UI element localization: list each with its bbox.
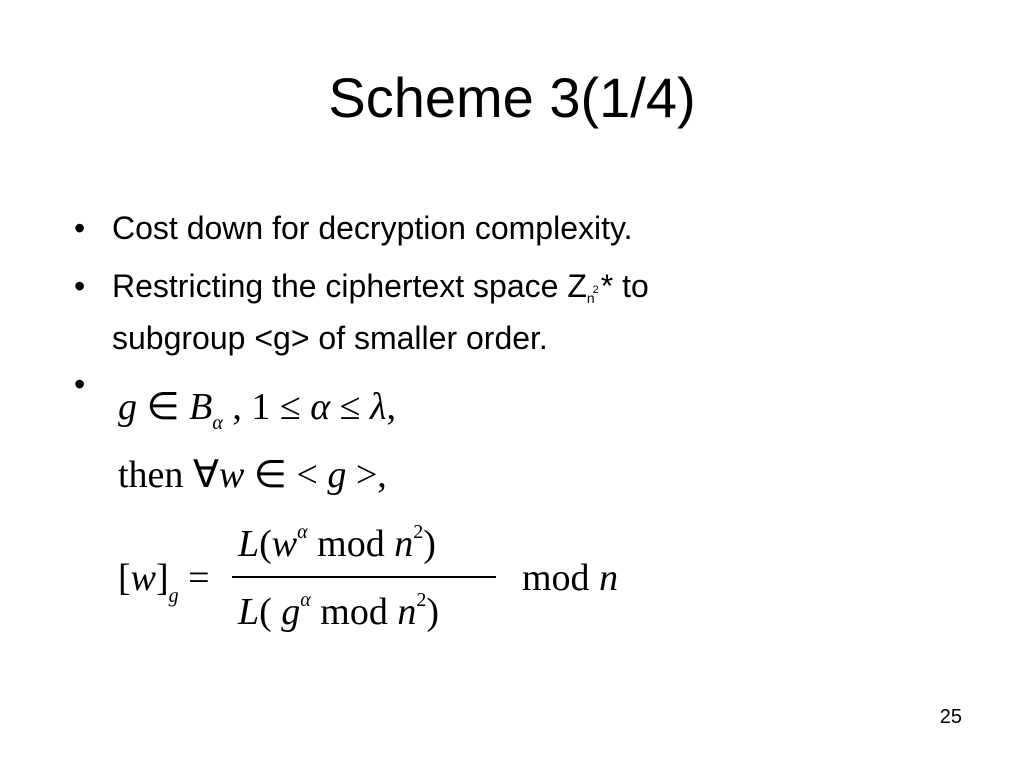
subscript-n: $n^2$ — [586, 284, 599, 306]
bullet-marker: • — [74, 210, 86, 246]
formula-line-1: g ∈ $B_\alpha$ , 1 ≤ α ≤ λ, — [118, 386, 396, 434]
page-number: 25 — [939, 706, 962, 728]
fraction-numerator: $L(w^\alpha$ mod $n^2$) — [238, 521, 436, 565]
bullet-text-2-line2: subgroup <g> of smaller order. — [112, 320, 548, 356]
bullet-text-1: Cost down for decryption complexity. — [112, 210, 633, 246]
bullet-text-2-part1: Restricting the ciphertext space Z — [112, 268, 587, 304]
bullet-text-2-part2: * to — [600, 268, 649, 304]
bullet-marker: • — [74, 366, 86, 402]
superscript-2: 2 — [592, 284, 599, 296]
bullet-marker: • — [74, 268, 86, 304]
formula-line-2: then ∀w ∈ < g >, — [118, 454, 387, 496]
bullet-text-2 — [112, 264, 649, 360]
slide-title: Scheme 3(1/4) — [328, 66, 696, 129]
formula-lhs: $[w]_g$ = — [118, 557, 210, 607]
fraction-bar — [232, 576, 496, 578]
formula-rhs: mod n — [522, 557, 619, 599]
fraction-denominator: L( $g^\alpha$ mod $n^2$) — [238, 589, 440, 633]
